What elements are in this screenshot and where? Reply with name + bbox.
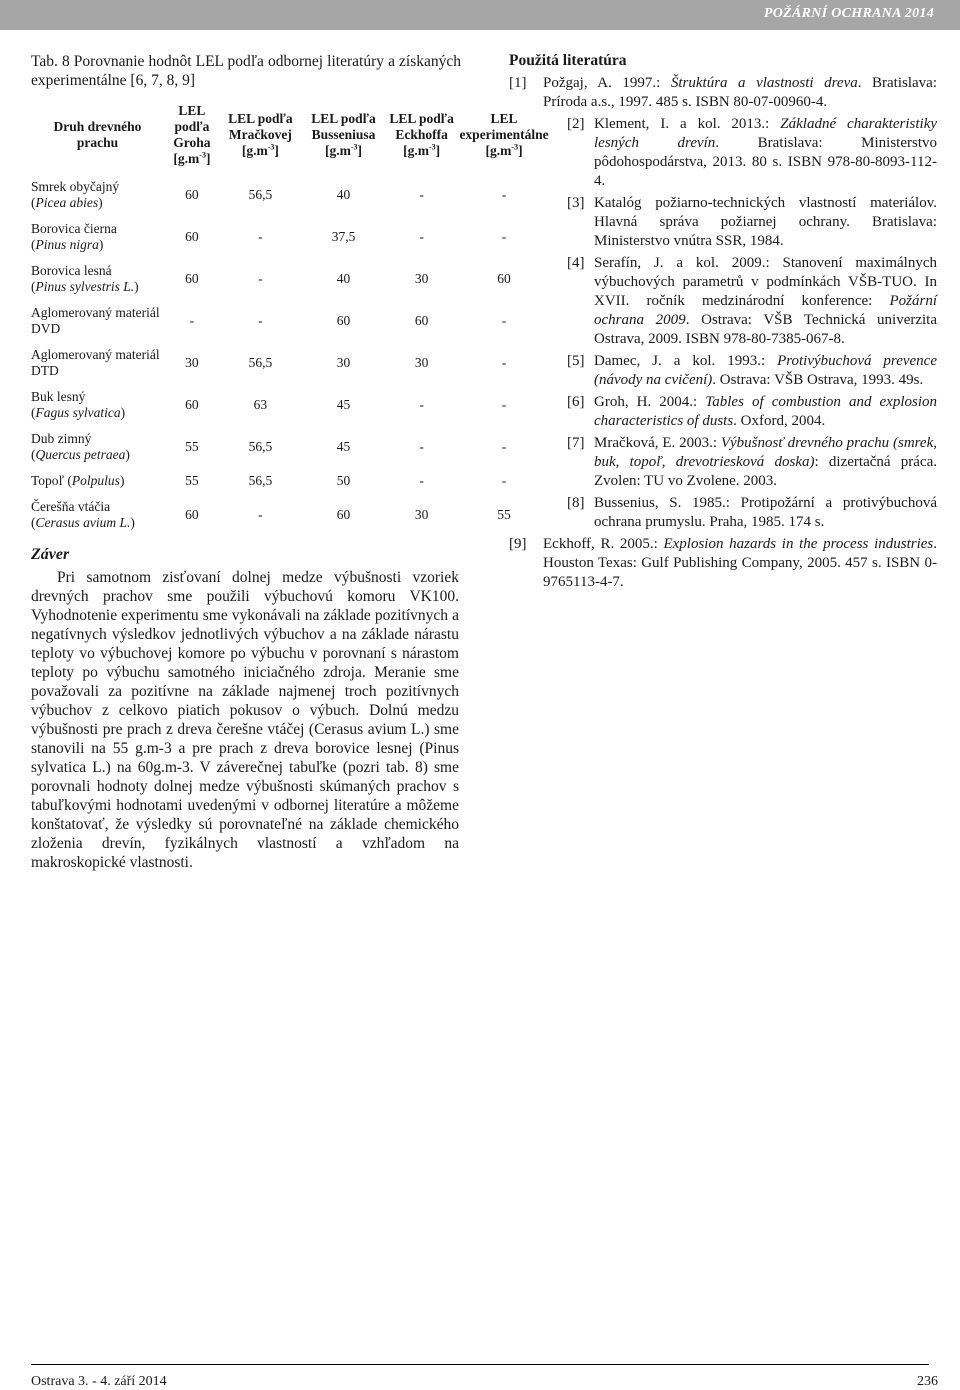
species-common-name: Borovica čierna [31,221,117,236]
col-header-mrackova [220,96,301,174]
reference-title: Explosion hazards in the process industries [663,536,934,552]
table-row [31,426,551,468]
species-common-name: Aglomerovaný materiál DVD [31,305,160,336]
species-name: Borovica čierna (Pinus nigra) [31,221,117,252]
col-header-mrackova-text: LEL podľa Mračkovej [g.m [228,111,293,158]
table-row [31,494,551,536]
lel-value-busseniusa: 30 [336,355,351,370]
reference-title: Požární ochrana 2009 [594,293,937,328]
unit-close: ] [357,143,363,158]
col-header-species: Druh drevného prachu [53,119,142,150]
references-column [509,52,937,595]
lel-value-experiment: - [501,473,507,488]
lel-value-mrackova: 56,5 [248,187,273,202]
reference-authors: Bussenius, S. 1985.: Protipožární a protivýbuchová ochrana prumyslu. Praha, 1985. 174 s. [594,495,937,530]
reference-item [509,194,937,251]
species-name: Buk lesný (Fagus sylvatica) [31,389,126,420]
species-common-name: Aglomerovaný materiál DTD [31,347,160,378]
lel-value-groh: 60 [185,507,199,522]
lel-value-groh: 55 [185,439,199,454]
species-common-name: Smrek obyčajný [31,179,120,194]
lel-value-busseniusa: 45 [336,439,351,454]
lel-table [31,96,551,536]
species-latin-name: Pinus nigra [35,237,99,252]
reference-authors: Katalóg požiarno-technických vlastností materiálov. Hlavná správa požiarnej ochrany. Bratislava: Ministerstvo vnútra SSR, 1984. [594,195,937,249]
species-latin-name: Pinus sylvestris L. [35,279,135,294]
lel-value-experiment: 60 [497,271,511,286]
reference-title: Tables of combustion and explosion characteristics of dusts [594,394,937,429]
lel-value-eckhoffa: - [419,397,424,412]
unit-close: ] [205,151,211,166]
left-column [31,52,549,536]
lel-value-busseniusa: 40 [336,271,351,286]
reference-item [509,74,937,112]
reference-authors: Požgaj, A. 1997.: [543,75,671,91]
lel-value-experiment: 55 [497,507,511,522]
species-common-name: Topoľ [31,473,65,488]
reference-item [509,115,937,191]
reference-publisher: . Bratislava: Ministerstvo pôdohospodárstva, 2013. 80 s. ISBN 978-80-8093-112-4. [594,135,937,189]
reference-authors: Mračková, E. 2003.: [594,435,721,451]
species-common-name: Buk lesný [31,389,86,404]
lel-value-mrackova: 63 [253,397,268,412]
reference-item [509,494,937,532]
table-row [31,342,551,384]
unit-close: ] [518,143,523,158]
lel-value-busseniusa: 45 [336,397,351,412]
lel-value-mrackova: 56,5 [248,355,273,370]
lel-value-mrackova: - [258,507,263,522]
reference-publisher: : dizertačná práca. Zvolen: TU vo Zvolene. 2003. [594,454,937,489]
reference-publisher: . Bratislava: Príroda a.s., 1997. 485 s. ISBN 80-07-00960-4. [543,75,937,110]
species-latin-name: Polpulus [71,473,120,488]
reference-item [509,352,937,390]
unit-close: ] [274,143,279,158]
unit-exponent: -3 [428,142,436,152]
species-name: Smrek obyčajný (Picea abies) [31,179,120,210]
species-name: Topoľ (Polpulus) [31,473,125,488]
reference-authors: Groh, H. 2004.: [594,394,706,410]
unit-close: ] [435,143,441,158]
reference-number: [7] [567,435,585,451]
col-header-busseniusa-text: LEL podľa Busseniusa [g.m [311,111,376,158]
species-name: Borovica lesná (Pinus sylvestris L.) [31,263,139,294]
unit-exponent: -3 [267,142,275,152]
lel-value-busseniusa: 60 [336,313,351,328]
reference-title: Protivýbuchová prevence (návody na cvičení) [594,353,937,388]
unit-exponent: -3 [350,142,358,152]
species-name [31,300,164,342]
footer-conference: Ostrava 3. - 4. září 2014 [31,1374,167,1389]
reference-number: [9] [509,536,527,552]
reference-publisher: . Houston Texas: Gulf Publishing Company, 2005. 457 s. ISBN 0-9765113-4-7. [543,536,937,590]
col-header-eckhoffa [386,96,457,174]
reference-number: [6] [567,394,585,410]
reference-authors: Klement, I. a kol. 2013.: [594,116,781,132]
lel-value-busseniusa: 37,5 [331,229,356,244]
species-common-name: Borovica lesná [31,263,112,278]
lel-value-mrackova: 56,5 [248,473,273,488]
reference-item [509,434,937,491]
references-heading: Použitá literatúra [509,52,627,69]
reference-number: [1] [509,75,527,91]
reference-item [509,393,937,431]
species-name [31,342,164,384]
lel-value-experiment: - [501,229,507,244]
table-row [31,300,551,342]
species-common-name: Dub zimný [31,431,92,446]
lel-value-mrackova: - [258,229,263,244]
lel-value-mrackova: 56,5 [248,439,273,454]
species-latin-name: Cerasus avium L. [35,515,131,530]
header-bar [0,0,960,30]
unit-exponent: -3 [511,142,519,152]
reference-number: [3] [567,195,585,211]
lel-value-eckhoffa: 30 [414,271,429,286]
lel-value-groh: 60 [185,229,199,244]
species-latin-name: Quercus petraea [35,447,126,462]
lel-value-experiment: - [501,397,507,412]
reference-title: Štruktúra a vlastnosti dreva [670,75,858,91]
lel-value-eckhoffa: 60 [414,313,429,328]
species-common-name: Čerešňa vtáčia [31,499,111,514]
lel-value-groh: 55 [185,473,199,488]
reference-number: [5] [567,353,585,369]
lel-value-experiment: - [501,313,507,328]
reference-authors: Eckhoff, R. 2005.: [543,536,664,552]
lel-value-experiment: - [501,187,507,202]
reference-title: Základné charakteristiky lesných drevín [594,116,938,151]
table-caption: Tab. 8 Porovnanie hodnôt LEL podľa odbornej literatúry a získaných experimentálne [6, 7, 8, 9] [31,53,461,89]
lel-value-experiment: - [501,355,507,370]
footer-divider [31,1364,929,1365]
lel-value-groh: 60 [185,271,199,286]
table-row [31,174,551,216]
lel-value-eckhoffa: - [419,229,424,244]
species-name: Čerešňa vtáčia (Cerasus avium L.) [31,499,135,530]
lel-value-eckhoffa: 30 [414,355,429,370]
lel-value-groh: - [189,313,195,328]
lel-value-eckhoffa: - [419,439,424,454]
reference-authors: Damec, J. a kol. 1993.: [594,353,778,369]
reference-item [509,535,937,592]
col-header-experiment-text: LEL experimentálne [g.m [459,111,549,158]
lel-value-mrackova: - [258,313,263,328]
lel-value-experiment: - [501,439,507,454]
reference-publisher: . Ostrava: VŠB Ostrava, 1993. 49s. [712,372,924,388]
lel-value-busseniusa: 40 [336,187,351,202]
table-header-row [31,96,551,174]
lel-value-eckhoffa: 30 [414,507,429,522]
table-body [31,174,551,536]
unit-exponent: -3 [199,150,206,160]
reference-item [509,254,937,349]
table-row [31,258,551,300]
lel-value-busseniusa: 50 [336,473,351,488]
reference-publisher: . Oxford, 2004. [733,413,826,429]
lel-value-groh: 60 [185,397,199,412]
reference-number: [4] [567,255,585,271]
table-row [31,384,551,426]
col-header-groh-text: LEL podľa Groha [g.m [173,103,211,166]
reference-number: [2] [567,116,585,132]
species-latin-name: Picea abies [35,195,99,210]
conclusion-heading: Záver [31,546,70,563]
lel-value-groh: 60 [185,187,199,202]
page-number: 236 [917,1374,938,1389]
references-list [509,74,937,592]
lel-value-groh: 30 [185,355,199,370]
reference-authors: Serafín, J. a kol. 2009.: Stanovení maximálnych výbuchových parametrů v podmínkách VŠB-TUO. In XVII. ročník medzinárodní konference: [594,255,937,309]
lel-value-eckhoffa: - [419,473,424,488]
species-latin-name: Fagus sylvatica [35,405,121,420]
reference-number: [8] [567,495,585,511]
conclusion-text: Pri samotnom zisťovaní dolnej medze výbušnosti vzoriek drevných prachov sme použili výbuchovú komoru VK100. Vyhodnotenie experimentu sme vykonávali na základe pozitívnych a negatívnych výsledkov jednotlivých výbuchov a na základe nárastu teploty vo výbuchovej komore po výbuchu v porovnaní s nárastom teploty po výbuchu samotného iniciačného zdroja. Meranie sme považovali za pozitívne na základe najmenej troch pozitívnych výbuchov z celkovo piatich pokusov o výbuch. Dolnú medzu výbušnosti pre prach z dreva čerešne vtáčej (Cerasus avium L.) sme stanovili na 55 g.m-3 a pre prach z dreva borovice lesnej (Pinus sylvatica L.) na 60g.m-3. V záverečnej tabuľke (pozri tab. 8) sme porovnali hodnoty dolnej medze výbušnosti skúmaných prachov s tabuľkovými hodnotami uvedenými v odbornej literatúre a môžeme konštatovať, že výsledky sú porovnateľné na základe chemického zloženia drevín, fyzikálnych vlastností a vzhľadom na makroskopické vlastnosti. [31,569,459,871]
reference-title: Výbušnosť drevného prachu (smrek, buk, topoľ, drevotriesková doska) [594,435,938,470]
col-header-busseniusa [301,96,386,174]
lel-value-busseniusa: 60 [336,507,351,522]
journal-title: POŽÁRNÍ OCHRANA 2014 [763,6,934,21]
table-row [31,468,551,494]
col-header-groh [164,96,220,174]
table-row [31,216,551,258]
lel-value-eckhoffa: - [419,187,424,202]
lel-value-mrackova: - [258,271,263,286]
reference-publisher: . Ostrava: VŠB Technická univerzita Ostrava, 2009. ISBN 978-80-7385-067-8. [594,312,937,347]
col-header-eckhoffa-text: LEL podľa Eckhoffa [g.m [389,111,454,158]
species-name: Dub zimný (Quercus petraea) [31,431,130,462]
